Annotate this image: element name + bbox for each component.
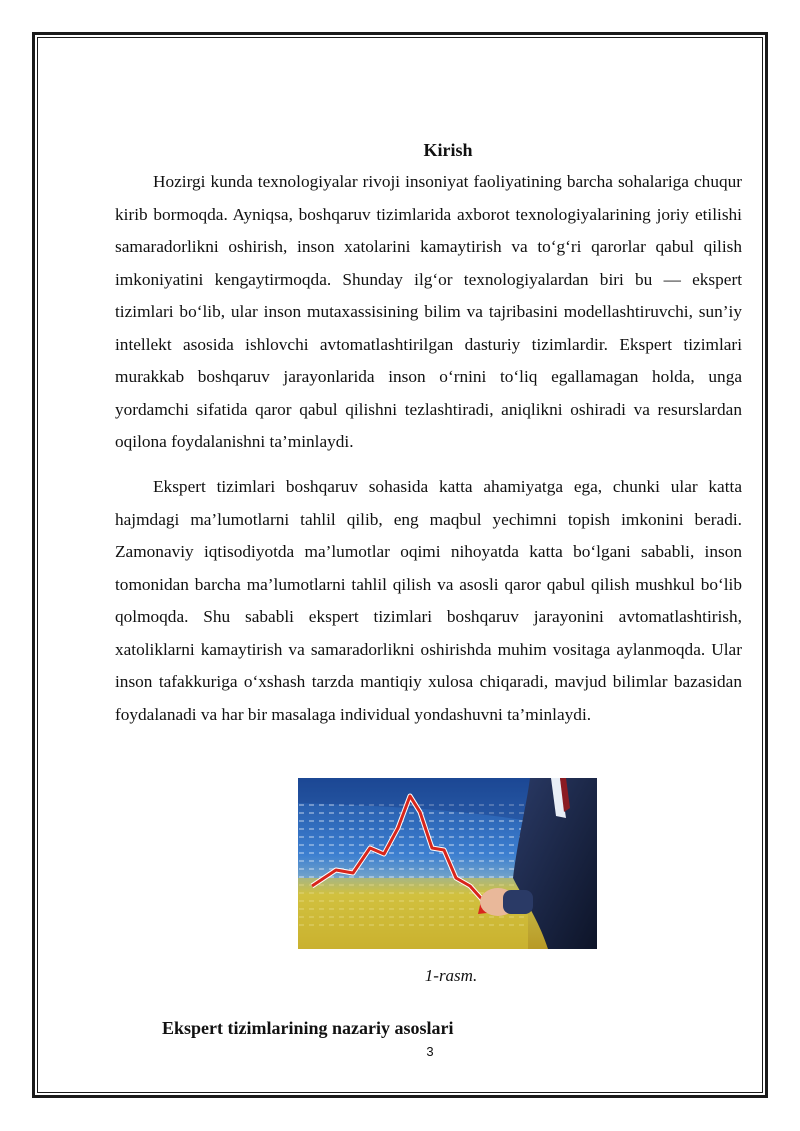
paragraph-expert-systems: Ekspert tizimlari boshqaruv sohasida katta ahamiyatga ega, chunki ular katta hajmdagi ma’lumotlarni tahlil qilib, eng maqbul yechimni topish imkonini beradi. Zamonaviy iqtisodiyotda ma’lumotlar oqimi nihoyatda katta bo‘lgani sababli, inson tomonidan barcha ma’lumotlarni tahlil qilish va asosli qaror qabul qilish mushkul bo‘lib qolmoqda. Shu sababli ekspert tizimlari boshqaruv jarayonini avtomatlashtirish, xatoliklarni kamaytirish va samaradorlikni oshirishda muhim vositaga aylanmoqda. Ular inson tafakkuriga o‘xshash tarzda mantiqiy xulosa chiqaradi, mavjud bilimlar bazasidan foydalanadi va har bir masalaga individual yondashuvni ta’minlaydi. [115, 477, 742, 724]
figure-caption: 1-rasm. [424, 966, 478, 985]
page-number: 3 [426, 1044, 434, 1059]
section-heading: Ekspert tizimlarining nazariy asoslari [162, 1018, 454, 1038]
stock-chart-photo-icon [298, 778, 597, 949]
paragraph-intro: Hozirgi kunda texnologiyalar rivoji insoniyat faoliyatining barcha sohalariga chuqur kirib bormoqda. Ayniqsa, boshqaruv tizimlarida axborot texnologiyalarining joriy etilishi samaradorlikni oshirish, inson xatolarini kamaytirish va to‘g‘ri qarorlar qabul qilish imkoniyatini kengaytirmoqda. Shunday ilg‘or texnologiyalardan biri bu — ekspert tizimlari bo‘lib, ular inson mutaxassisining bilim va tajribasini modellashtiruvchi, sun’iy intellekt asosida ishlovchi avtomatlashtirilgan dasturiy tizimlardir. Ekspert tizimlari murakkab boshqaruv jarayonlarida inson o‘rnini to‘liq egallamagan holda, unga yordamchi sifatida qaror qabul qilishni tezlashtiradi, aniqlikni oshiradi va resurslardan oqilona foydalanishni ta’minlaydi. [115, 172, 742, 451]
page-title: Kirish [423, 140, 473, 160]
